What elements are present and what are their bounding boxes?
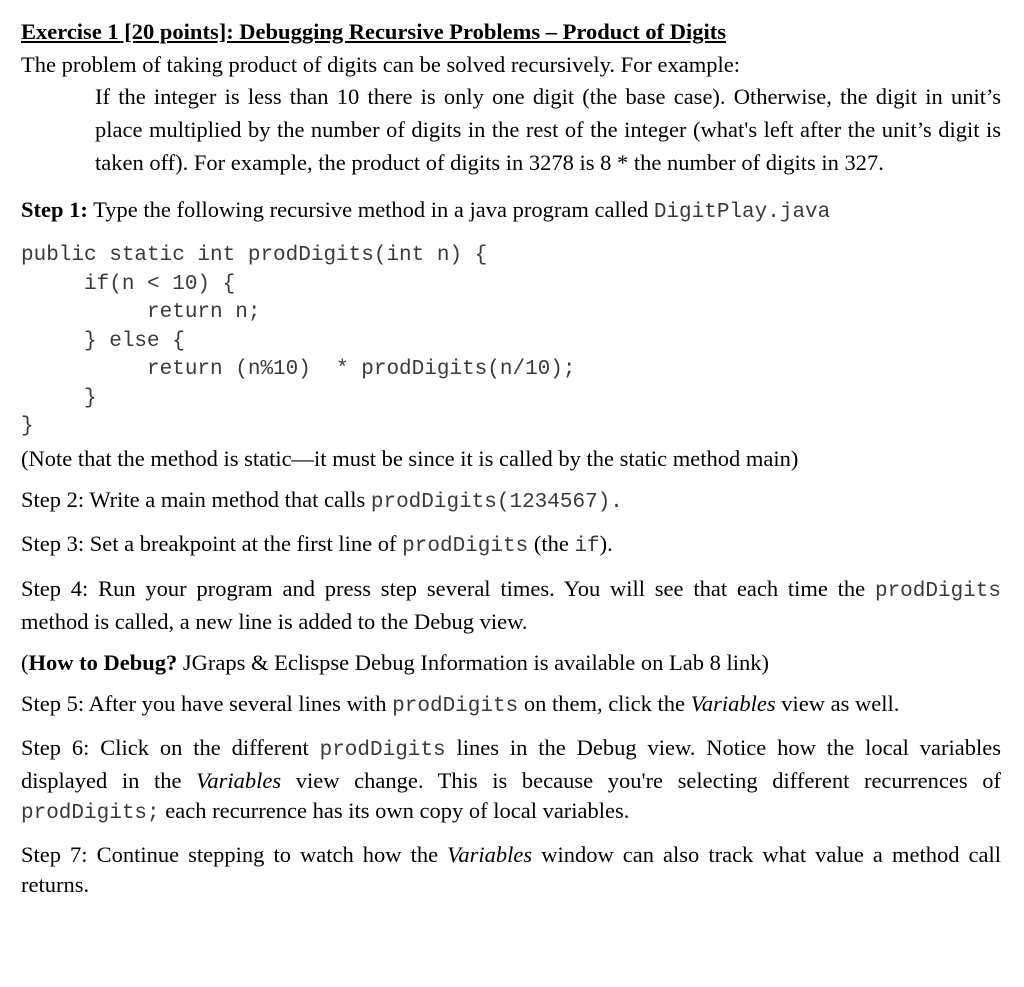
step-5-code: prodDigits <box>392 694 519 718</box>
step-1 <box>21 194 1001 228</box>
step-3 <box>21 529 1001 562</box>
step-4-code: prodDigits <box>874 579 1001 603</box>
how-to-debug <box>21 648 1001 678</box>
step-3-text: Step 3: Set a breakpoint at the first line of <box>21 530 403 556</box>
step-6-text: Step 6: Click on the different <box>21 734 320 760</box>
step-6-code-2: prodDigits; <box>21 801 160 825</box>
step-1-label: Step 1: <box>21 197 88 222</box>
step-3-text-3: ). <box>599 530 613 556</box>
how-to-debug-text: JGraps & Eclispse Debug Information is available on Lab 8 link) <box>177 649 770 675</box>
step-6 <box>21 733 1001 829</box>
code-line: return (n%10) * prodDigits(n/10); <box>21 358 576 381</box>
step-4-text: Step 4: Run your program and press step several times. You will see that each time the <box>21 575 875 601</box>
code-line: } else { <box>21 329 185 353</box>
step-5 <box>21 689 1001 722</box>
exercise-document <box>21 14 1001 900</box>
step-6-text-3: view change. This is because you're selecting different recurrences of <box>281 767 1001 793</box>
code-line: } <box>21 415 34 438</box>
step-6-text-2: lines in the Debug view. Notice how the local variables displayed in the <box>21 734 1001 793</box>
intro-paragraph: The problem of taking product of digits can be solved recursively. For example: <box>21 52 740 77</box>
step-5-text: Step 5: After you have several lines with <box>21 690 393 716</box>
exercise-title: Exercise 1 [20 points]: Debugging Recursive Problems – Product of Digits <box>21 19 726 44</box>
static-note: (Note that the method is static—it must be since it is called by the static method main) <box>21 445 799 471</box>
step-4 <box>21 574 1001 637</box>
step-7-text-2: window can also track what value a method call returns. <box>21 841 1001 897</box>
code-line: return n; <box>21 301 261 324</box>
step-3-code: prodDigits <box>402 534 529 558</box>
recursion-explanation: If the integer is less than 10 there is only one digit (the base case). Otherwise, the digit in unit’s place multiplied by the number of digits in the rest of the integer (what's left after the unit’s digit is taken off). For example, the product of digits in 3278 is 8 * the number of digits in 327. <box>95 84 1001 175</box>
code-block <box>21 242 1001 442</box>
step-2-text: Step 2: Write a main method that calls <box>21 486 371 512</box>
step-5-variables: Variables <box>690 690 776 716</box>
step-3-text-2: (the <box>528 530 575 556</box>
how-to-debug-label: How to Debug? <box>28 649 178 675</box>
step-4-text-2: method is called, a new line is added to the Debug view. <box>21 608 528 634</box>
step-1-filename: DigitPlay.java <box>653 201 831 224</box>
code-line: public static int prodDigits(int n) { <box>21 244 488 267</box>
step-7-variables: Variables <box>447 841 533 867</box>
step-6-text-4: each recurrence has its own copy of local variables. <box>159 797 630 823</box>
code-line: } <box>21 386 97 410</box>
step-3-code-if: if <box>574 534 600 558</box>
code-line: if(n < 10) { <box>21 272 236 296</box>
step-6-variables: Variables <box>196 767 282 793</box>
step-5-text-3: view as well. <box>775 690 900 716</box>
step-1-text: Type the following recursive method in a java program called <box>87 197 654 222</box>
step-2-code: prodDigits(1234567). <box>370 490 623 514</box>
step-7-text: Step 7: Continue stepping to watch how the <box>21 841 448 867</box>
step-5-text-2: on them, click the <box>518 690 691 716</box>
step-7 <box>21 840 1001 900</box>
step-2 <box>21 485 1001 518</box>
step-6-code: prodDigits <box>319 738 446 762</box>
how-to-debug-open: ( <box>21 649 29 675</box>
